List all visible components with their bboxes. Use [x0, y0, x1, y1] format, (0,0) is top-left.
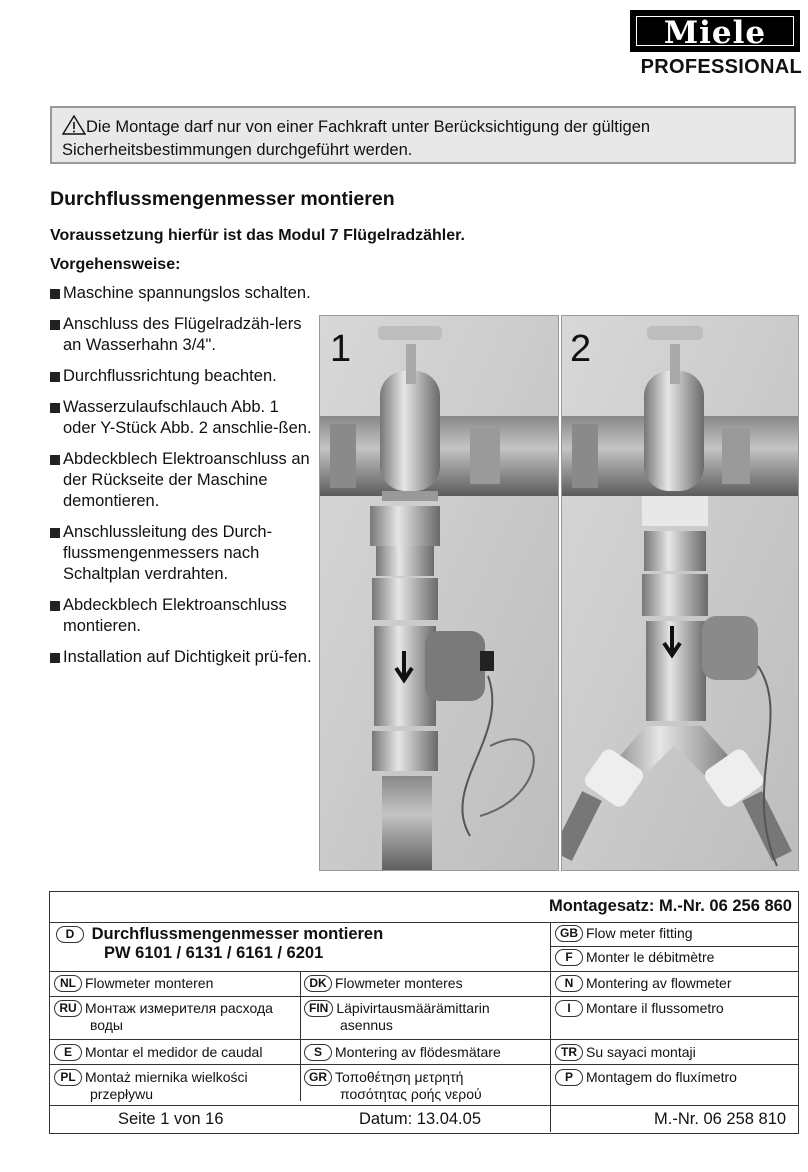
step-item: Installation auf Dichtigkeit prü-fen.	[50, 647, 315, 668]
kit-number: Montagesatz: M.-Nr. 06 256 860	[548, 897, 792, 915]
lang-p: P Montagem do fluxímetro	[555, 1069, 737, 1086]
procedure-steps	[50, 283, 315, 678]
lang-ru: RU Монтаж измерителя расхода воды	[54, 1000, 273, 1034]
document-date: Datum: 13.04.05	[359, 1110, 481, 1128]
lang-gr: GR Τοποθέτηση μετρητή ποσότητας ροής νερού	[304, 1069, 482, 1103]
step-item: Wasserzulaufschlauch Abb. 1 oder Y-Stück Abb. 2 anschlie-ßen.	[50, 397, 315, 439]
photo-number: 2	[570, 328, 592, 370]
bullet-square-icon	[50, 320, 60, 330]
logo-text: Miele	[636, 16, 794, 46]
lang-i: I Montare il flussometro	[555, 1000, 724, 1017]
lang-dk: DK Flowmeter monteres	[304, 975, 463, 992]
language-table	[49, 891, 799, 1134]
prerequisite: Voraussetzung hierfür ist das Modul 7 Flügelradzähler.	[50, 227, 465, 244]
document-number: M.-Nr. 06 258 810	[654, 1110, 787, 1128]
lang-s: S Montering av flödesmätare	[304, 1044, 501, 1061]
step-item: Abdeckblech Elektroanschluss montieren.	[50, 595, 315, 637]
lang-pl: PL Montaż miernika wielkości przepływu	[54, 1069, 248, 1103]
lang-n: N Montering av flowmeter	[555, 975, 732, 992]
lang-nl: NL Flowmeter monteren	[54, 975, 213, 992]
lang-badge: D	[56, 926, 84, 943]
lang-tr: TR Su sayaci montaji	[555, 1044, 696, 1061]
step-item: Durchflussrichtung beachten.	[50, 366, 315, 387]
lang-fin: FIN Läpivirtausmäärämittarin asennus	[304, 1000, 490, 1034]
step-item: Abdeckblech Elektroanschluss an der Rückseite der Maschine demontieren.	[50, 449, 315, 512]
bullet-square-icon	[50, 289, 60, 299]
miele-logo	[630, 10, 800, 52]
primary-title: D Durchflussmengenmesser montieren PW 6101 / 6131 / 6161 / 6201	[56, 925, 383, 963]
warning-triangle-icon	[62, 115, 86, 135]
step-item: Anschlussleitung des Durch-flussmengenmessers nach Schaltplan verdrahten.	[50, 522, 315, 585]
bullet-square-icon	[50, 372, 60, 382]
page-title: Durchflussmengenmesser montieren	[50, 188, 395, 210]
lang-gb: GB Flow meter fitting	[555, 925, 693, 942]
procedure-label: Vorgehensweise:	[50, 256, 181, 273]
page-number: Seite 1 von 16	[118, 1110, 224, 1128]
photo-flowmeter-hose	[319, 315, 559, 871]
logo-subtitle: PROFESSIONAL	[640, 56, 802, 78]
bullet-square-icon	[50, 455, 60, 465]
step-item: Maschine spannungslos schalten.	[50, 283, 315, 304]
bullet-square-icon	[50, 403, 60, 413]
photo-flowmeter-y-piece	[561, 315, 799, 871]
step-item: Anschluss des Flügelradzäh-lers an Wasserhahn 3/4".	[50, 314, 315, 356]
warning-line-1: Die Montage darf nur von einer Fachkraft unter Berücksichtigung der gültigen	[86, 118, 651, 136]
bullet-square-icon	[50, 528, 60, 538]
bullet-square-icon	[50, 601, 60, 611]
photo-number: 1	[330, 328, 352, 370]
warning-box	[50, 106, 796, 164]
bullet-square-icon	[50, 653, 60, 663]
lang-e: E Montar el medidor de caudal	[54, 1044, 262, 1061]
lang-f: F Monter le débitmètre	[555, 949, 714, 966]
warning-line-2: Sicherheitsbestimmungen durchgeführt werden.	[62, 141, 413, 159]
